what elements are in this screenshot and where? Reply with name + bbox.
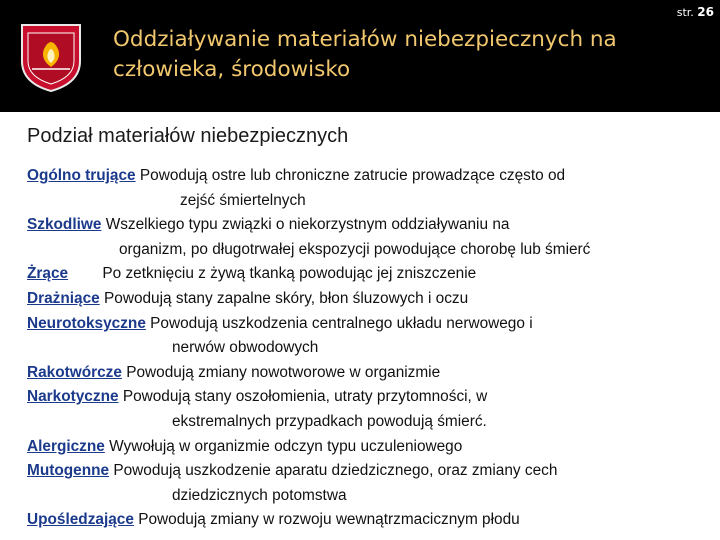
list-item — [27, 213, 717, 262]
list-item — [27, 361, 717, 386]
item-description: Wywołują w organizmie odczyn typu uczuleniowego — [109, 437, 463, 455]
item-description: nerwów obwodowych — [172, 339, 319, 357]
item-description: Powodują zmiany w rozwoju wewnątrzmacicznym płodu — [138, 511, 520, 529]
section-subtitle: Podział materiałów niebezpiecznych — [27, 125, 349, 147]
item-description: zejść śmiertelnych — [180, 191, 306, 209]
list-item — [27, 262, 717, 287]
content-area — [0, 112, 720, 540]
slide-title — [113, 25, 673, 85]
title-line-1: Oddziaływanie materiałów niebezpiecznych na — [113, 27, 617, 52]
item-description: organizm, po długotrwałej ekspozycji powodujące chorobę lub śmierć — [119, 240, 591, 258]
list-item — [27, 312, 717, 361]
item-description: Powodują zmiany nowotworowe w organizmie — [126, 363, 441, 381]
page-label: str. — [676, 6, 694, 19]
item-term[interactable]: Upośledzające — [27, 511, 134, 529]
title-line-2: człowieka, środowisko — [113, 57, 351, 82]
item-description: Powodują stany oszołomienia, utraty przytomności, w — [122, 388, 488, 406]
list-item — [27, 435, 717, 460]
item-term[interactable]: Neurotoksyczne — [27, 314, 146, 332]
items-list — [27, 164, 717, 533]
item-term[interactable]: Narkotyczne — [27, 388, 119, 406]
item-term[interactable]: Rakotwórcze — [27, 363, 122, 381]
list-item — [27, 385, 717, 434]
item-term[interactable]: Mutogenne — [27, 462, 110, 480]
page-number — [677, 5, 714, 19]
list-item — [27, 508, 717, 533]
item-description: Powodują uszkodzenie aparatu dziedzicznego, oraz zmiany cech — [113, 462, 558, 480]
item-description: Powodują uszkodzenia centralnego układu nerwowego i — [150, 314, 533, 332]
fire-brigade-logo-icon — [18, 21, 84, 93]
item-term[interactable]: Ogólno trujące — [27, 167, 136, 184]
item-description: Wszelkiego typu związki o niekorzystnym oddziaływaniu na — [105, 216, 510, 234]
item-description: ekstremalnych przypadkach powodują śmierć. — [172, 412, 487, 430]
page-number-value: 26 — [697, 5, 714, 19]
item-description: Powodują stany zapalne skóry, błon śluzowych i oczu — [104, 289, 469, 307]
list-item — [27, 164, 717, 213]
item-term[interactable]: Żrące — [27, 265, 69, 283]
list-item — [27, 287, 717, 312]
list-item — [27, 459, 717, 508]
item-term[interactable]: Szkodliwe — [27, 216, 102, 234]
item-description: Powodują ostre lub chroniczne zatrucie prowadzące często od — [139, 167, 566, 184]
item-term[interactable]: Drażniące — [27, 289, 100, 307]
item-description: dziedzicznych potomstwa — [172, 486, 347, 504]
item-description: Po zetknięciu z żywą tkanką powodując jej zniszczenie — [102, 265, 477, 283]
item-term[interactable]: Alergiczne — [27, 437, 105, 455]
